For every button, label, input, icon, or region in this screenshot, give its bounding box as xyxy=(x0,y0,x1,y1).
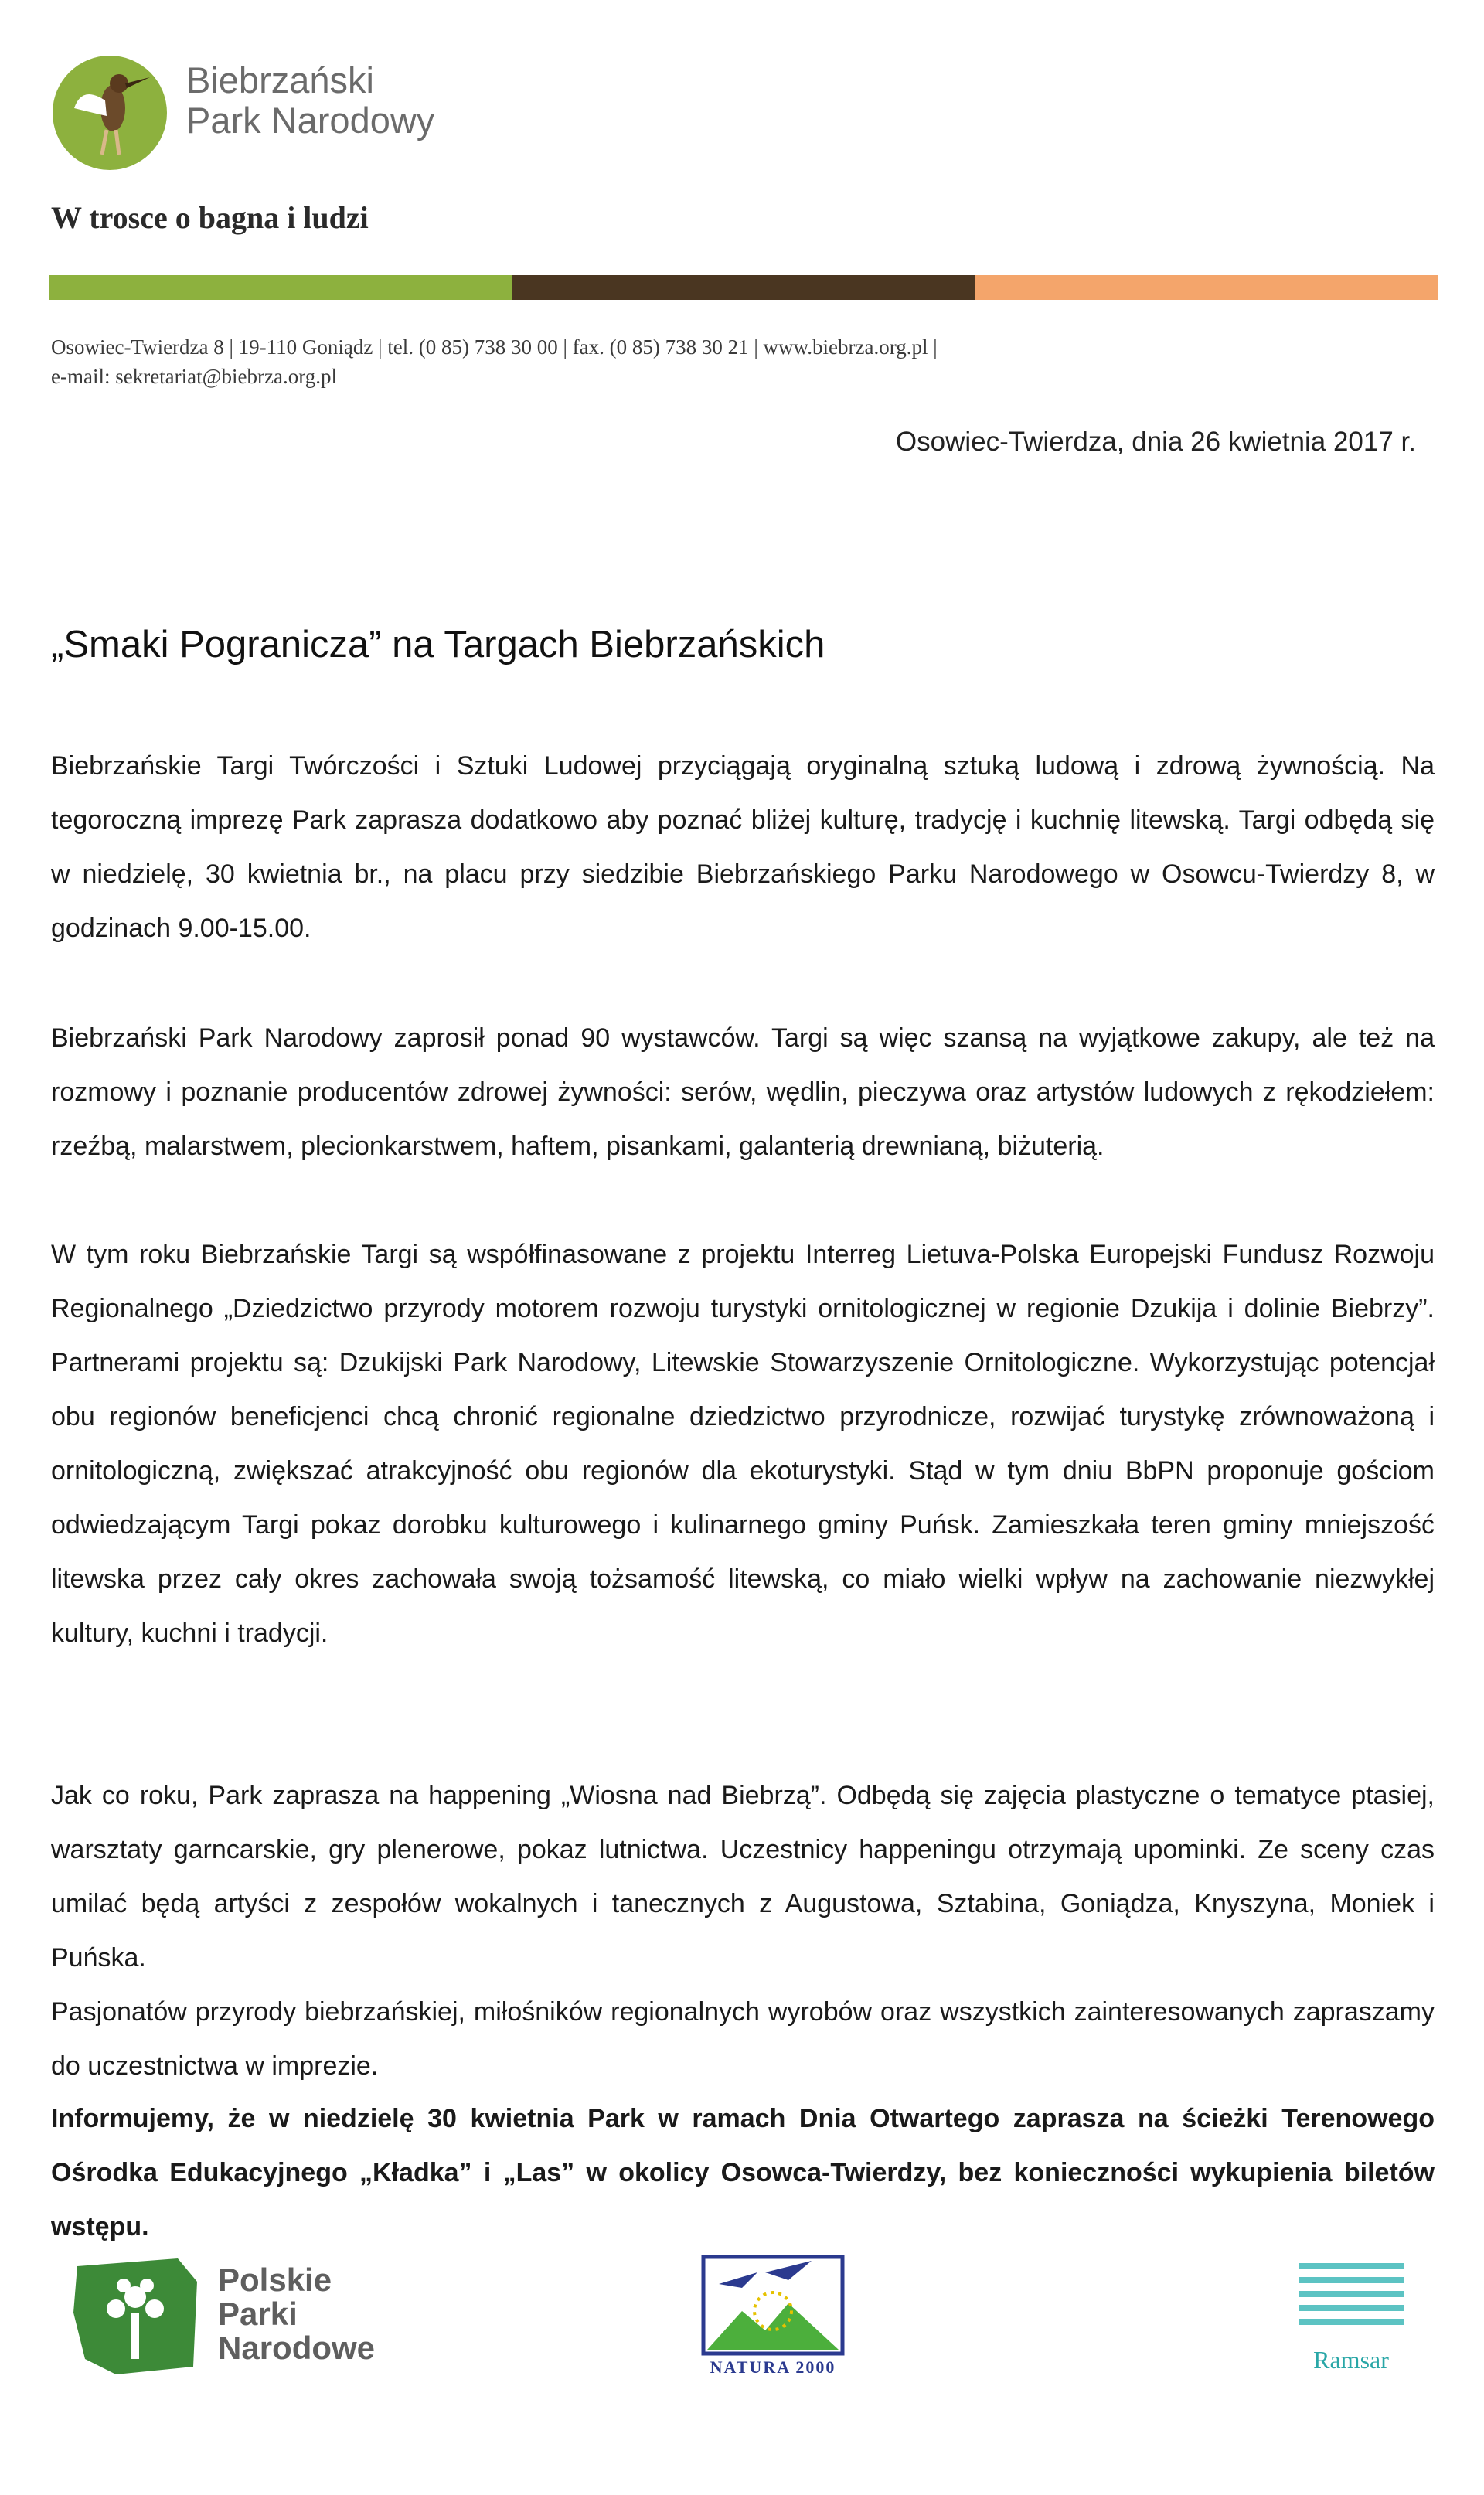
park-logo xyxy=(51,46,484,178)
ramsar-waves-icon xyxy=(1298,2251,1404,2336)
ppn-line3: Narodowe xyxy=(218,2330,376,2366)
contact-info xyxy=(51,332,938,391)
stripe-green xyxy=(49,275,512,300)
natura-label: NATURA 2000 xyxy=(710,2357,836,2377)
ramsar-label: Ramsar xyxy=(1313,2346,1389,2374)
contact-email-line: e-mail: sekretariat@biebrza.org.pl xyxy=(51,365,337,388)
natura-birds-icon xyxy=(696,2249,850,2357)
stripe-orange xyxy=(975,275,1438,300)
paragraph-exhibitors: Biebrzański Park Narodowy zaprosił ponad 90 wystawców. Targi są więc szansą na wyjątkowe zakupy, ale też na rozmowy i poznanie producentów zdrowej żywności: serów, wędlin, pieczywa oraz artystów ludowych z rękodziełem: rzeźbą, malarstwem, plecionkarstwem, haftem, pisankami, galanterią drewnianą, biżuterią. xyxy=(51,1023,1435,1161)
tree-map-icon xyxy=(70,2251,201,2381)
org-name-line1: Biebrzański xyxy=(186,60,374,100)
polskie-parki-narodowe-logo xyxy=(70,2251,410,2381)
press-release-title: „Smaki Pogranicza” na Targach Biebrzańskich xyxy=(51,624,825,665)
org-name-line2: Park Narodowy xyxy=(186,100,435,141)
tagline: W trosce o bagna i ludzi xyxy=(51,200,369,235)
ramsar-logo xyxy=(1298,2251,1404,2374)
paragraph-open-day: Informujemy, że w niedzielę 30 kwietnia Park w ramach Dnia Otwartego zaprasza na ścieżki Terenowego Ośrodka Edukacyjnego „Kładka” i „Las” w okolicy Osowca-Twierdzy, bez konieczności wykupienia biletów wstępu. xyxy=(51,2104,1435,2241)
stripe-brown xyxy=(512,275,975,300)
paragraph-invitation: Pasjonatów przyrody biebrzańskiej, miłośników regionalnych wyrobów oraz wszystkich zainteresowanych zapraszamy do uczestnictwa w imprezie. xyxy=(51,1997,1435,2081)
paragraph-happening: Jak co roku, Park zaprasza na happening „Wiosna nad Biebrzą”. Odbędą się zajęcia plastyczne o tematyce ptasiej, warsztaty garncarskie, gry plenerowe, pokaz lutnictwa. Uczestnicy happeningu otrzymają upominki. Ze sceny czas umilać będą artyści z zespołów wokalnych i tanecznych z Augustowa, Sztabina, Goniądza, Knyszyna, Moniek i Puńska. xyxy=(51,1781,1435,1973)
paragraph-intro: Biebrzańskie Targi Twórczości i Sztuki Ludowej przyciągają oryginalną sztuką ludową i zdrową żywnością. Na tegoroczną imprezę Park zaprasza dodatkowo aby poznać bliżej kulturę, tradycję i kuchnię litewską. Targi odbędą się w niedzielę, 30 kwietnia br., na placu przy siedzibie Biebrzańskiego Parku Narodowego w Osowcu-Twierdzy 8, w godzinach 9.00-15.00. xyxy=(51,751,1435,943)
letter-date: Osowiec-Twierdza, dnia 26 kwietnia 2017 r. xyxy=(895,427,1416,457)
contact-address-line: Osowiec-Twierdza 8 | 19-110 Goniądz | tel. (0 85) 738 30 00 | fax. (0 85) 738 30 21 | www.biebrza.org.pl | xyxy=(51,335,938,359)
color-stripe xyxy=(49,275,1438,300)
ppn-line2: Parki xyxy=(218,2296,298,2332)
paragraph-interreg: W tym roku Biebrzańskie Targi są współfinasowane z projektu Interreg Lietuva-Polska Europejski Fundusz Rozwoju Regionalnego „Dziedzictwo przyrody motorem rozwoju turystyki ornitologicznej w regionie Dzukija i dolinie Biebrzy”. Partnerami projektu są: Dzukijski Park Narodowy, Litewskie Stowarzyszenie Ornitologiczne. Wykorzystując potencjał obu regionów beneficjenci chcą chronić regionalne dziedzictwo przyrodnicze, rozwijać turystykę zrównoważoną i ornitologiczną, zwiększać atrakcyjność obu regionów dla ekoturystyki. Stąd w tym dniu BbPN proponuje gościom odwiedzającym Targi pokaz dorobku kulturowego i kulinarnego gminy Puńsk. Zamieszkała teren gminy mniejszość litewska przez cały okres zachowała swoją tożsamość litewską, co miało wielki wpływ na zachowanie niezwykłej kultury, kuchni i tradycji. xyxy=(51,1240,1435,1648)
natura-2000-logo xyxy=(696,2249,850,2384)
bird-logo-icon xyxy=(51,54,168,172)
ppn-line1: Polskie xyxy=(218,2262,332,2298)
